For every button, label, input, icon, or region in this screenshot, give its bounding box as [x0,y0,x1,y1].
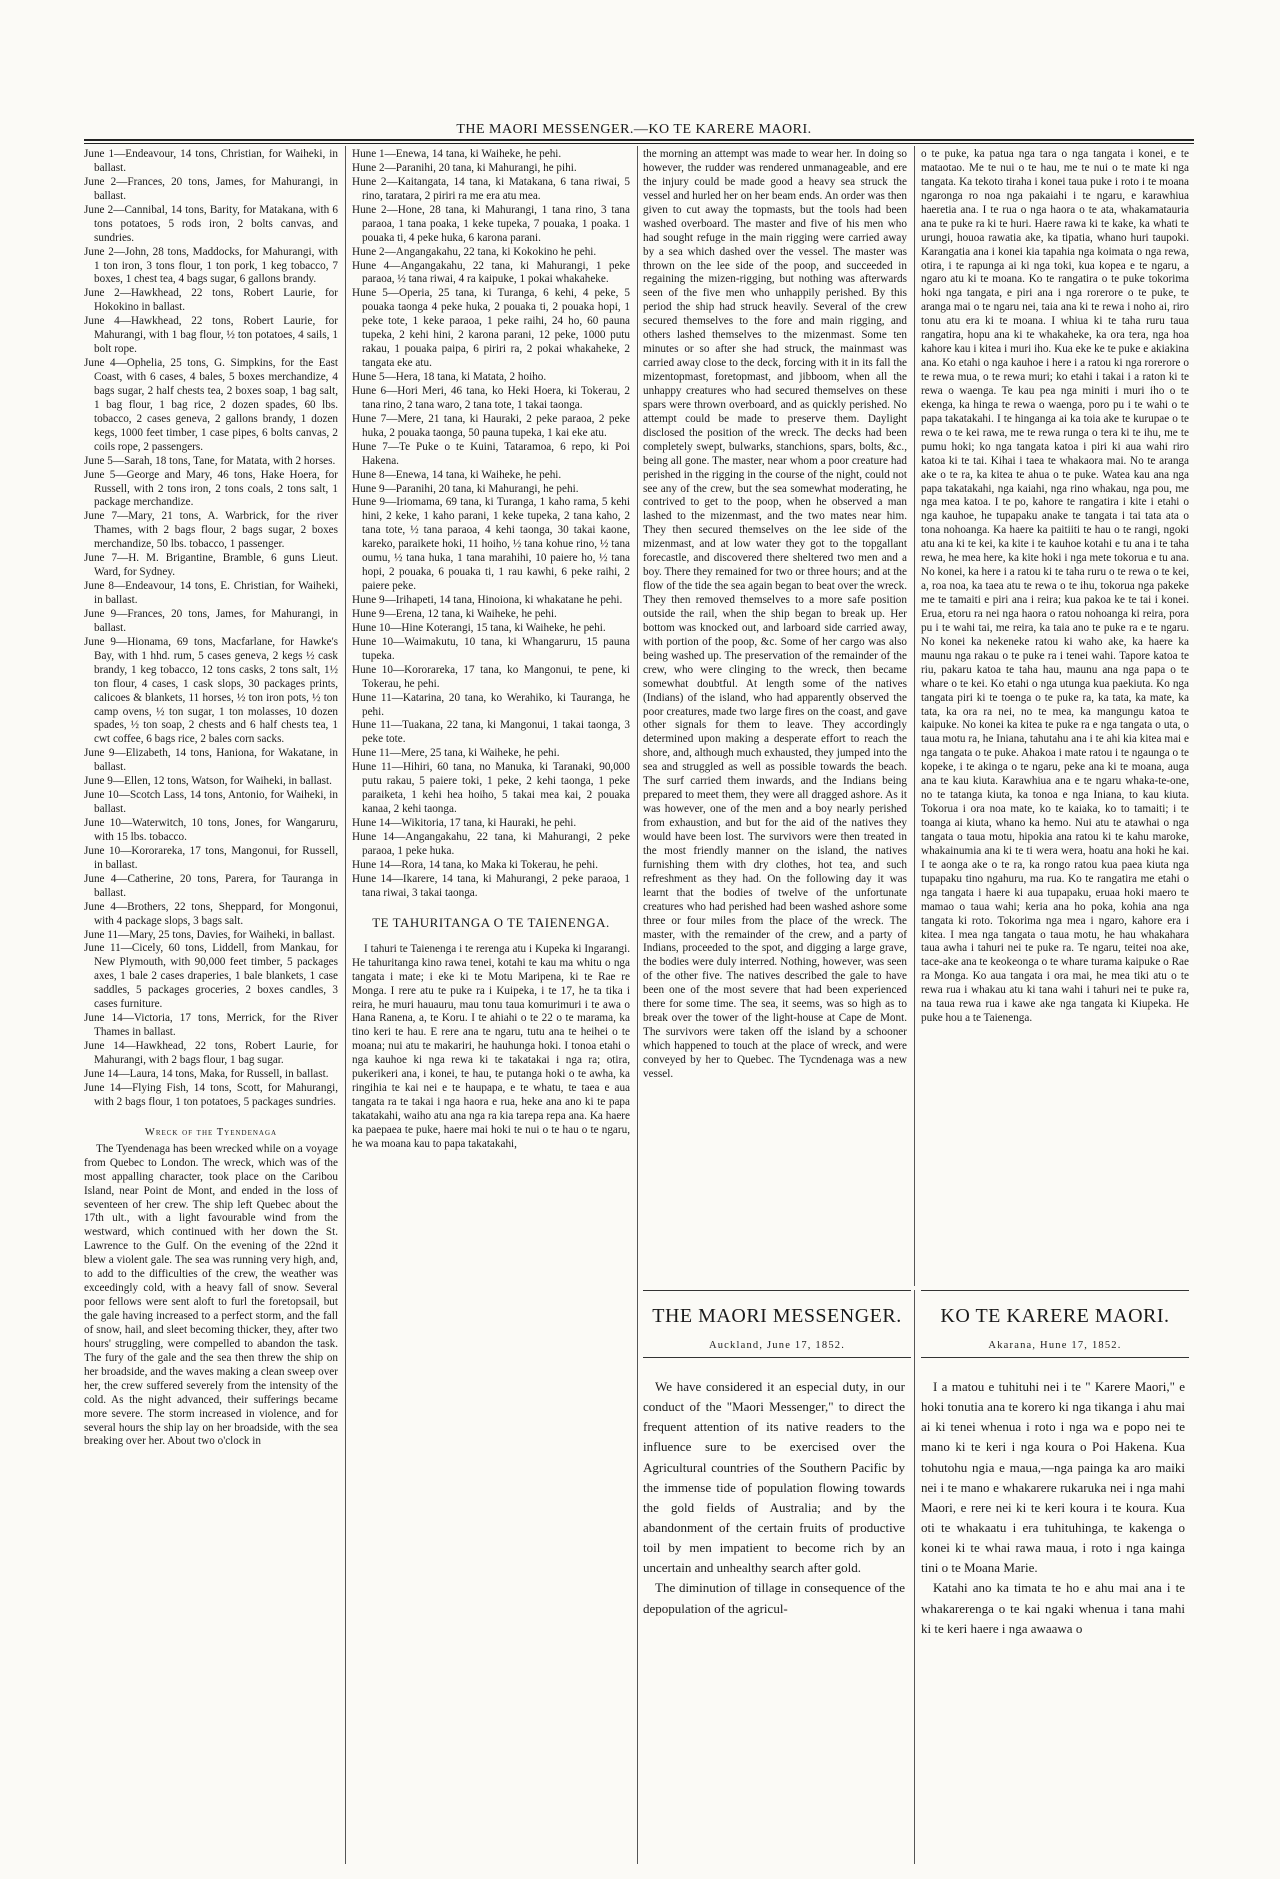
shipping-entry: Hune 9—Irihapeti, 14 tana, Hinoiona, ki whakatane he pehi. [352,594,623,606]
shipping-entry: June 14—Hawkhead, 22 tons, Robert Laurie, for Mahurangi, with 2 bags flour, 1 bag sugar. [84,1040,338,1066]
header-rule [84,139,1194,141]
shipping-entry: Hune 2—Angangakahu, 22 tana, ki Kokokino he pehi. [352,245,597,258]
masthead-english [643,1290,911,1358]
shipping-entry: Hune 14—Angangakahu, 22 tana, ki Mahurangi, 2 peke paraoa, 1 peke huka. [352,830,630,857]
wreck-text-english: The Tyendenaga has been wrecked while on a voyage from Quebec to London. The wreck, which was of the most appalling character, took place on the Caribou Island, near Point de Mont, and ended in the loss of seventeen of her crew. The ship left Quebec about the 17th ult., with a light favourable wind from the westward, which continued with her down the St. Lawrence to the Gulf. On the evening of the 22nd it blew a violent gale. The sea was running very high, and, to add to the difficulties of the crew, the weather was exceedingly cold, with a heavy fall of snow. Several poor fellows were sent aloft to furl the foretopsail, but the gale having increased to a perfect storm, and the fall of snow, hail, and sleet becoming thicker, they, after two hours' struggling, were compelled to abandon the task. The fury of the gale and the sea then threw the ship on her broadside, and the waves making a clean sweep over her, the crew suffered severely from the intensity of the cold. As the night advanced, their sufferings became more severe. The storm increased in violence, and for several hours the ship lay on her broadside, with the sea breaking over her. About two o'clock in [84,1142,338,1448]
shipping-entry: June 5—Sarah, 18 tons, Tane, for Matata, with 2 horses. [84,454,336,467]
wreck-continuation-english: the morning an attempt was made to wear her. In doing so however, the rudder was rendered unmanageable, and ere the injury could be made good a heavy sea struck the vessel and hurled her on her beam ends. An order was then given to cut away the topmasts, but the tools had been washed overboard. The master and five of his men who had sought refuge in the main rigging were carried away by a sea which dashed over the vessel. The master was thrown on the lee side of the poop, and succeeded in regaining the mizen-rigging, but nothing was afterwards seen of the five men who unhappily perished. By this period the ship had struck heavily. Several of the crew secured themselves to the fore and main rigging, and others lashed themselves to the mizenmast. Some ten minutes or so after she had struck, the mainmast was carried away close to the deck, forcing with it in its fall the mizentopmast, foretopmast, and jibboom, when all the unhappy creatures who had secured themselves on these spars were thrown overboard, and as quickly perished. No attempt could be made to preserve them. Daylight disclosed the position of the wreck. The decks had been completely swept, bulwarks, stanchions, spars, bolts, &c., being all gone. The master, near whom a poor creature had perished in the rigging in the course of the night, could not see any of the crew, but the sea somewhat moderating, he contrived to get to the poop, when he observed a man lashed to the mizenmast, and the two mates near him. They then secured themselves on the lee side of the mizenmast, and at low water they got to the topgallant forecastle, and discovered there sheltered two men and a boy. There they remained for two or three hours; and at the flow of the tide the sea again began to beat over the wreck. They then removed themselves to a more safe position outside the rail, when the ship began to break up. Her bottom was knocked out, and larboard side carried away, with portion of the poop, &c. Some of her cargo was also being washed up. The preservation of the remainder of the crew, who were clinging to the wreck, then became somewhat doubtful. At length some of the natives (Indians) of the island, who had apparently observed the poor creatures, made two large fires on the coast, and gave other signals for them to leave. They accordingly determined upon making a desperate effort to reach the shore, and, although much exhausted, they jumped into the sea and struggled as well as possible towards the beach. The surf carried them inwards, and the Indians being prepared to meet them, they were all dragged ashore. As it was however, one of the men and a boy nearly perished from exhaustion, and but for the aid of the natives they would have been lost. The survivors were then treated in the most friendly manner on the island, the natives furnishing them with dry clothes, hot tea, and such refreshment as they had. On the following day it was learnt that the bodies of twelve of the unfortunate creatures who had perished had been washed ashore some three or four miles from the place of the wreck. The master, with the remainder of the crew, and a party of Indians, proceeded to the spot, and digging a large grave, the bodies were duly interred. Nothing, however, was seen of the other five. The natives described the gale to have been one of the most severe that had been experienced there for some time. The sea, it seems, was so high as to break over the tower of the light-house at Cape de Mont. The survivors were taken off the island by a schooner which happened to touch at the place of wreck, and were conveyed by her to Quebec. The Tycndenaga was a new vessel. [643,148,907,1080]
shipping-entry: Hune 6—Hori Meri, 46 tana, ko Heki Hoera, ki Tokerau, 2 tana rino, 2 tana waro, 2 tana tote, 1 takai taonga. [352,384,630,411]
shipping-entry: Hune 14—Wikitoria, 17 tana, ki Hauraki, he pehi. [352,817,577,829]
shipping-entry: Hune 9—Paranihi, 20 tana, ki Mahurangi, he pehi. [352,482,579,495]
shipping-entry: Hune 7—Te Puke o te Kuini, Tataramoa, 6 repo, ki Poi Hakena. [352,440,630,467]
editorial-english-para2: The diminution of tillage in consequence of the depopulation of the agricul- [643,1580,905,1616]
masthead-maori [921,1290,1189,1358]
shipping-entry: June 4—Brothers, 22 tons, Sheppard, for Mongonui, with 4 package slops, 3 bags salt. [84,900,338,927]
shipping-entry: June 14—Flying Fish, 14 tons, Scott, for Mahurangi, with 2 bags flour, 1 ton potatoes, 5 packages sundries. [84,1081,338,1108]
shipping-entry: Hune 2—Kaitangata, 14 tana, ki Matakana, 6 tana riwai, 5 rino, taratara, 2 piriri ra me era atu mea. [352,175,630,202]
shipping-entry: Hune 11—Mere, 25 tana, ki Waiheke, he pehi. [352,747,560,760]
shipping-entry: June 10—Waterwitch, 10 tons, Jones, for Wangaruru, with 15 lbs. tobacco. [84,817,338,843]
shipping-entry: June 11—Mary, 25 tons, Davies, for Waiheki, in ballast. [84,928,335,941]
shipping-entry: Hune 5—Hera, 18 tana, ki Matata, 2 hoiho. [352,371,547,383]
editorial-maori-para2: Katahi ano ka timata te ho e ahu mai ana i te whakarerenga o te kai ngaki whenua i tana mahi ki te keri haere i nga awaawa o [921,1580,1185,1636]
editorial-english [643,1377,905,1619]
shipping-list-english [84,148,338,1110]
shipping-entry: June 10—Kororareka, 17 tons, Mangonui, for Russell, in ballast. [84,844,338,871]
shipping-entry: June 2—Frances, 20 tons, James, for Mahurangi, in ballast. [84,175,338,202]
running-head: THE MAORI MESSENGER.—KO TE KARERE MAORI. [456,122,812,137]
shipping-entry: Hune 9—Iriomama, 69 tana, ki Turanga, 1 kaho rama, 5 kehi hini, 2 keke, 1 kaho parani, 1 keke tupeka, 2 tana kaho, 2 tana tote, ½ tana paraoa, 4 kehi taonga, 30 takai kaone, kareko, paraikete hoki, 11 hoiho, ½ tana kohue rino, ½ tana oumu, ½ tana huka, 1 tana marahihi, 10 paiere ho, ½ tana hopi, 2 pouaka, 6 pouaka ti, 1 rau kawhi, 6 peke raihi, 2 paiere peke. [352,496,630,593]
shipping-entry: Hune 2—Paranihi, 20 tana, ki Mahurangi, he pihi. [352,161,577,174]
shipping-entry: June 2—Hawkhead, 22 tons, Robert Laurie, for Hokokino in ballast. [84,287,338,314]
shipping-entry: Hune 5—Operia, 25 tana, ki Turanga, 6 kehi, 4 peke, 5 pouaka taonga 4 peke huka, 2 pouaka ti, 2 pouaka hopi, 1 peke tote, 1 keke paraoa, 1 peke raihi, 24 ho, 60 pauna tupeka, 2 kehi hini, 2 karona parani, 12 peke, 1000 putu rakau, 1 pouaka paipa, 6 piriri ra, 2 pokai whakaheke, 2 tangata eke atu. [352,287,630,370]
shipping-entry: June 9—Ellen, 12 tons, Watson, for Waiheki, in ballast. [84,775,332,788]
column-divider [637,146,638,1864]
column-divider [914,146,915,1286]
shipping-entry: Hune 11—Tuakana, 22 tana, ki Mangonui, 1 takai taonga, 3 peke tote. [352,719,630,746]
column-divider [345,146,346,1864]
masthead-title-maori: KO TE KARERE MAORI. [940,1305,1170,1327]
editorial-maori [921,1377,1185,1639]
shipping-entry: Hune 8—Enewa, 14 tana, ki Waiheke, he pehi. [352,468,562,481]
shipping-entry: June 4—Ophelia, 25 tons, G. Simpkins, for the East Coast, with 6 cases, 4 bales, 5 boxes merchandize, 4 bags sugar, 2 half chests tea, 2 boxes soap, 1 bag salt, 1 bag flour, 1 bag rice, 2 dozen spades, 60 lbs. tobacco, 2 cases geneva, 2 gallons brandy, 1 dozen kegs, 1000 feet timber, 1 case pipes, 6 bolts canvas, 2 coils rope, 2 passengers. [84,357,338,453]
shipping-entry: Hune 10—Kororareka, 17 tana, ko Mangonui, te pene, ki Tokerau, he pehi. [352,663,630,690]
editorial-english-para1: We have considered it an especial duty, in our conduct of the "Maori Messenger," to direct the frequent attention of its native readers to the influence sure to be exercised over the Agricultural countries of the Southern Pacific by the immense tide of population flowing towards the gold fields of Australia; and by the abandonment of the certain fruits of productive toil by men impatient to become rich by an uncertain and unhealthy search after gold. [643,1379,905,1576]
shipping-entry: Hune 2—Hone, 28 tana, ki Mahurangi, 1 tana rino, 3 tana paraoa, 1 tana poaka, 1 keke tupeka, 7 pouaka, 1 poaka. 1 pouaka ti, 4 peke huka, 6 karona parani. [352,203,630,244]
dateline-english: Auckland, June 17, 1852. [708,1340,846,1351]
shipping-entry: June 1—Endeavour, 14 tons, Christian, for Waiheki, in ballast. [84,148,338,174]
editorial-maori-para1: I a matou e tuhituhi nei i te " Karere Maori," e hoki tonutia ana te korero ki nga tikanga i ahu mai ai ki tenei whenua i roto i nga wa e popo nei te mano ki te keri i nga koura o Poi Hakena. Kua tohutohu ngia e maua,—nga painga ka aro maiki nei i te mano e whakarere rukaruka nei i nga mahi Maori, e rere nei ki te keri koura i te koura. Kua oti te whakaatu i era tuhituhinga, te kakenga o konei ki te whai rawa maua, i roto i nga kainga tini o te Moana Marie. [921,1379,1185,1576]
shipping-entry: June 14—Laura, 14 tons, Maka, for Russell, in ballast. [84,1067,329,1080]
shipping-entry: Hune 14—Rora, 14 tana, ko Maka ki Tokerau, he pehi. [352,858,599,871]
shipping-entry: June 14—Victoria, 17 tons, Merrick, for the River Thames in ballast. [84,1012,338,1039]
shipping-list-maori [352,148,630,901]
wreck-continuation-maori: o te puke, ka patua nga tara o nga tangata i konei, e te mataotao. Me te nui o te hau, me te nui o te mate ki nga tangata. Ka tekoto tiraha i konei taua puke i roto i te moana ngaronga ro noa nga pakaiahi i te ngaru, e karawhiua haeretia ana. I te rua o nga haora o te ata, whakamatauria ana te puke ra ki te huri. Haere rawa ki te kake, ka whati te urungi, houoa rawatia ake, ka tipatia, whano huri taupoki. Karangatia ana i konei kia tapahia nga koimata o nga rewa, otira, i te rapunga ai ki nga toki, kua kopea e te ngaru, a ngaro atu ki te moana. Ko te rangatira o te puke tokorima hoki nga tangata, e piri ana i nga rorerore o te puke, te aranga mai o te ngaru nei, taia ana ki te rewa i noho ai, riro tonu atu era ki te moana. I whiua ki te taha ruru taua rangatira, hopu ana ki te whakaheke, ka ora tera, nga hoa kahore kau i kitea i muri iho. Kua eke ke te puke e akiakina ana. Ko etahi o nga kauhoe i here i a ratou ki nga rorerore o te rewa mua, o te rewa muri; ko etahi i takai i a raton ki te rewa o waenga. Te kau pea nga miniti i muri iho o te ekenga, ka hinga te rewa o waenga, poro pu i te wahi o te papa takatakahi. I te hinganga ai ka toia ake te kurupae o te rewa o te kei rawa, me te rewa runga o tera ki te ihu, me te pumu hoki; ko nga tangata katoa i piri ki aua wahi riro katoa ki te tai. Kihai i taea te whakaora mai. No te aranga ake o te ra, ka kitea te ahua o te puke. Watea kau ana nga papa takatakahi, nga kaiahi, nga rino whakau, nga pou, me nga mea katoa. I te po, kahore te rangatira i kite i etahi o nga kauhoe, he tupapaku anake te tangata i tai tata ata o tona nohoanga. Ka haere ka paitiiti te hau o te rangi, ngoki atu ana ki te kei, ka kite i te kauhoe kotahi e tu ana i te taha rewa, he mea here, ka kite hoki i nga mete tokorua e tu ana. No konei, ka here i a ratou ki te taha ruru o te rewa o te kei, a, roa noa, ka taea atu te rewa o te ihu, tokorua nga pakeke me te tamaiti e piri ana i reira; kua pakoa ke te tai i konei. Erua, etoru ra nei nga haora o ratou nohoanga ki reira, pora pu i te wahi tai, me reira, ka taia ano te puke ra e te ngaru. No konei ka nekeneke ratou ki waho ake, ka haere ka maunu nga rakau o te puke ra i tenei wahi. Tapore katoa te riu, pakaru katoa te taha hau, maunu ana nga papa o te whare o te kei. Ko etahi o nga utunga kua paekiuta. Ko nga tangata piri ki te toenga o te puke ra, ka tata, ka mate, ka tata, ka ora ra nei, no te mea, ka mangungu katoa te kaipuke. No konei ka kitea te puke ra e nga tangata o uta, o taua motu ra, he Iniana, tahutahu ana i te ahi kia kitea mai e nga tangata o te puke. Ahakoa i mate ratou i te ngaunga o te kopeke, i te akinga o te ngaru, peke ana ki te moana, auga ana te kau kiuta. Karawhiua ana e te ngaru whaka-te-one, no te tatanga kiuta, ka tonoa e nga Iniana, to kau kiuta. Tokorua i ora noa mate, ko te kaiaka, ko to tamaiti; i te toanga ai kiuta, whano ka hemo. Nui atu te atawhai o nga tangata o taua motu, hipokia ana ratou ki te kahu maroke, whakainumia ana ki te ti wera wera, hoatu ana hoki he kai. I te aonga ake o te ra, ka rongo ratou kua paea kiuta nga tupapaku tino ngahuru, ma rua. Ko te rangatira me etahi o nga tangata i haere ki aua tupapaku, eruaa hoki maero te mamao o taua wahi; keria ana ho poka, kohia ana nga tangata ki roto. Tokorima nga mea i ngaro, kahore era i kitea. I mea nga tangata o taua motu, he hau whakahara taua awha i tahuri nei te puke ra. Te ngaru, teitei noa ake, tace-ake ana te keokeonga o te whare turama kaipuke o Rae ra Monga. Ko aua tangata i ora mai, he mea tiki atu o te rewa rua i whakau atu ki tana wahi i tahuri nei te puke ra, na taua rewa rua i kawe ake nga tangata ki Kiupeka. He puke hou a te Taienenga. [921,148,1189,1025]
column-2 [352,148,630,1864]
column-4 [921,148,1189,1282]
shipping-entry: June 4—Hawkhead, 22 tons, Robert Laurie, for Mahurangi, with 1 bag flour, ½ ton potatoes, 4 sails, 1 bolt rope. [84,315,338,356]
shipping-entry: June 9—Hionama, 69 tons, Macfarlane, for Hawke's Bay, with 1 hhd. rum, 5 cases geneva, 2 kegs ½ cask brandy, 1 keg tobacco, 12 tons casks, 2 tons salt, 1½ ton flour, 4 cases, 1 cask slops, 30 packages prints, calicoes & blankets, 11 horses, ½ ton iron pots, ½ ton camp ovens, ½ ton sugar, 1 ton molasses, 10 dozen spades, ½ ton soap, 2 chests and 6 half chests tea, 1 cwt coffee, 6 bags rice, 2 bales corn sacks. [84,635,338,746]
shipping-entry: June 7—Mary, 21 tons, A. Warbrick, for the river Thames, with 2 bags flour, 2 bags sugar, 2 boxes merchandize, 50 lbs. tobacco, 1 passenger. [84,510,338,551]
shipping-entry: Hune 7—Mere, 21 tana, ki Hauraki, 2 peke paraoa, 2 peke huka, 2 pouaka taonga, 50 pauna tupeka, 1 kai eke atu. [352,412,630,439]
shipping-entry: Hune 14—Ikarere, 14 tana, ki Mahurangi, 2 peke paraoa, 1 tana riwai, 3 takai taonga. [352,872,630,899]
column-1 [84,148,338,1864]
shipping-entry: June 11—Cicely, 60 tons, Liddell, from Mankau, for New Plymouth, with 90,000 feet timber, 5 packages axes, 1 bale 2 cases draperies, 1 bale blankets, 1 case saddles, 5 packages groceries, 2 boxes candles, 3 cases furniture. [84,942,338,1011]
shipping-entry: Hune 11—Hihiri, 60 tana, no Manuka, ki Taranaki, 90,000 putu rakau, 5 paiere toki, 1 peke, 2 kehi taonga, 1 peke paraiketa, 1 kehi hea hoiho, 5 takai mea kai, 2 pouaka kanaa, 2 kehi taonga. [352,761,630,816]
shipping-entry: Hune 4—Angangakahu, 22 tana, ki Mahurangi, 1 peke paraoa, ½ tana riwai, 4 ra kaipuke, 1 pokai whakaheke. [352,259,630,286]
shipping-entry: June 4—Catherine, 20 tons, Parera, for Tauranga in ballast. [84,872,338,899]
shipping-entry: June 10—Scotch Lass, 14 tons, Antonio, for Waiheki, in ballast. [84,789,338,816]
masthead-title-english: THE MAORI MESSENGER. [652,1305,902,1327]
shipping-entry: June 8—Endeavour, 14 tons, E. Christian, for Waiheki, in ballast. [84,580,338,606]
column-3 [643,148,907,1282]
shipping-entry: Hune 10—Waimakutu, 10 tana, ki Whangaruru, 15 pauna tupeka. [352,635,630,662]
wreck-title-maori: TE TAHURITANGA O TE TAIENENGA. [372,914,610,930]
shipping-entry: June 2—Cannibal, 14 tons, Barity, for Matakana, with 6 tons potatoes, 5 rods iron, 2 bolts canvas, and sundries. [84,203,338,244]
shipping-entry: Hune 11—Katarina, 20 tana, ko Werahiko, ki Tauranga, he pehi. [352,691,630,718]
shipping-entry: Hune 1—Enewa, 14 tana, ki Waiheke, he pehi. [352,148,562,160]
wreck-text-maori: I tahuri te Taienenga i te rerenga atu i Kupeka ki Ingarangi. He tahuritanga kino rawa tenei, kotahi te kau ma whitu o nga tangata i mate; i eke ki te Motu Maripena, ki te Rae re Monga. I rere atu te puke ra i Kuipeka, i te 17, he ta tika i reira, he muri hauauru, mau tonu taua komurimuri i te awa o Hana Ranena, a, te Koru. I te ahiahi o te 22 o te marama, ka tino keri te hau. E rere ana te ngaru, tutu ana te heihei o te moana; nui atu te makariri, he hauhunga hoki. I tonoa etahi o nga kauhoe ki nga rewa ki te takatakai i nga ra; otira, pukerikeri ana, i konei, te hau, te putanga hoki o te awha, ka ringihia te kai nei e te haupapa, e te whatu, te taea e aua tangata ra te takai i nga haora e rua, heke ana ano ki te papa takatakahi, waiho atu ana nga ra kia tarepa repa ana. Ka haere ka paepaea te puke, haere mai hoki te nui o te hau o te ngaru, he wa moana kau to papa takatakahi, [352,942,630,1150]
shipping-entry: June 9—Frances, 20 tons, James, for Mahurangi, in ballast. [84,607,338,634]
shipping-entry: Hune 10—Hine Koterangi, 15 tana, ki Waiheke, he pehi. [352,621,606,634]
wreck-title-english: Wreck of the Tyendenaga [144,1126,278,1138]
shipping-entry: June 9—Elizabeth, 14 tons, Haniona, for Wakatane, in ballast. [84,747,338,774]
shipping-entry: June 2—John, 28 tons, Maddocks, for Mahurangi, with 1 ton iron, 3 tons flour, 1 ton pork, 1 keg tobacco, 7 boxes, 1 chest tea, 4 bags sugar, 6 gallons brandy. [84,245,338,286]
shipping-entry: June 7—H. M. Brigantine, Bramble, 6 guns Lieut. Ward, for Sydney. [84,552,338,579]
shipping-entry: Hune 9—Erena, 12 tana, ki Waiheke, he pehi. [352,607,557,620]
shipping-entry: June 5—George and Mary, 46 tons, Hake Hoera, for Russell, with 2 tons iron, 2 tons coals, 2 tons salt, 1 package merchandize. [84,468,338,509]
header-rule-thin [84,143,1194,144]
column-divider [914,1290,915,1864]
dateline-maori: Akarana, Hune 17, 1852. [988,1340,1122,1351]
